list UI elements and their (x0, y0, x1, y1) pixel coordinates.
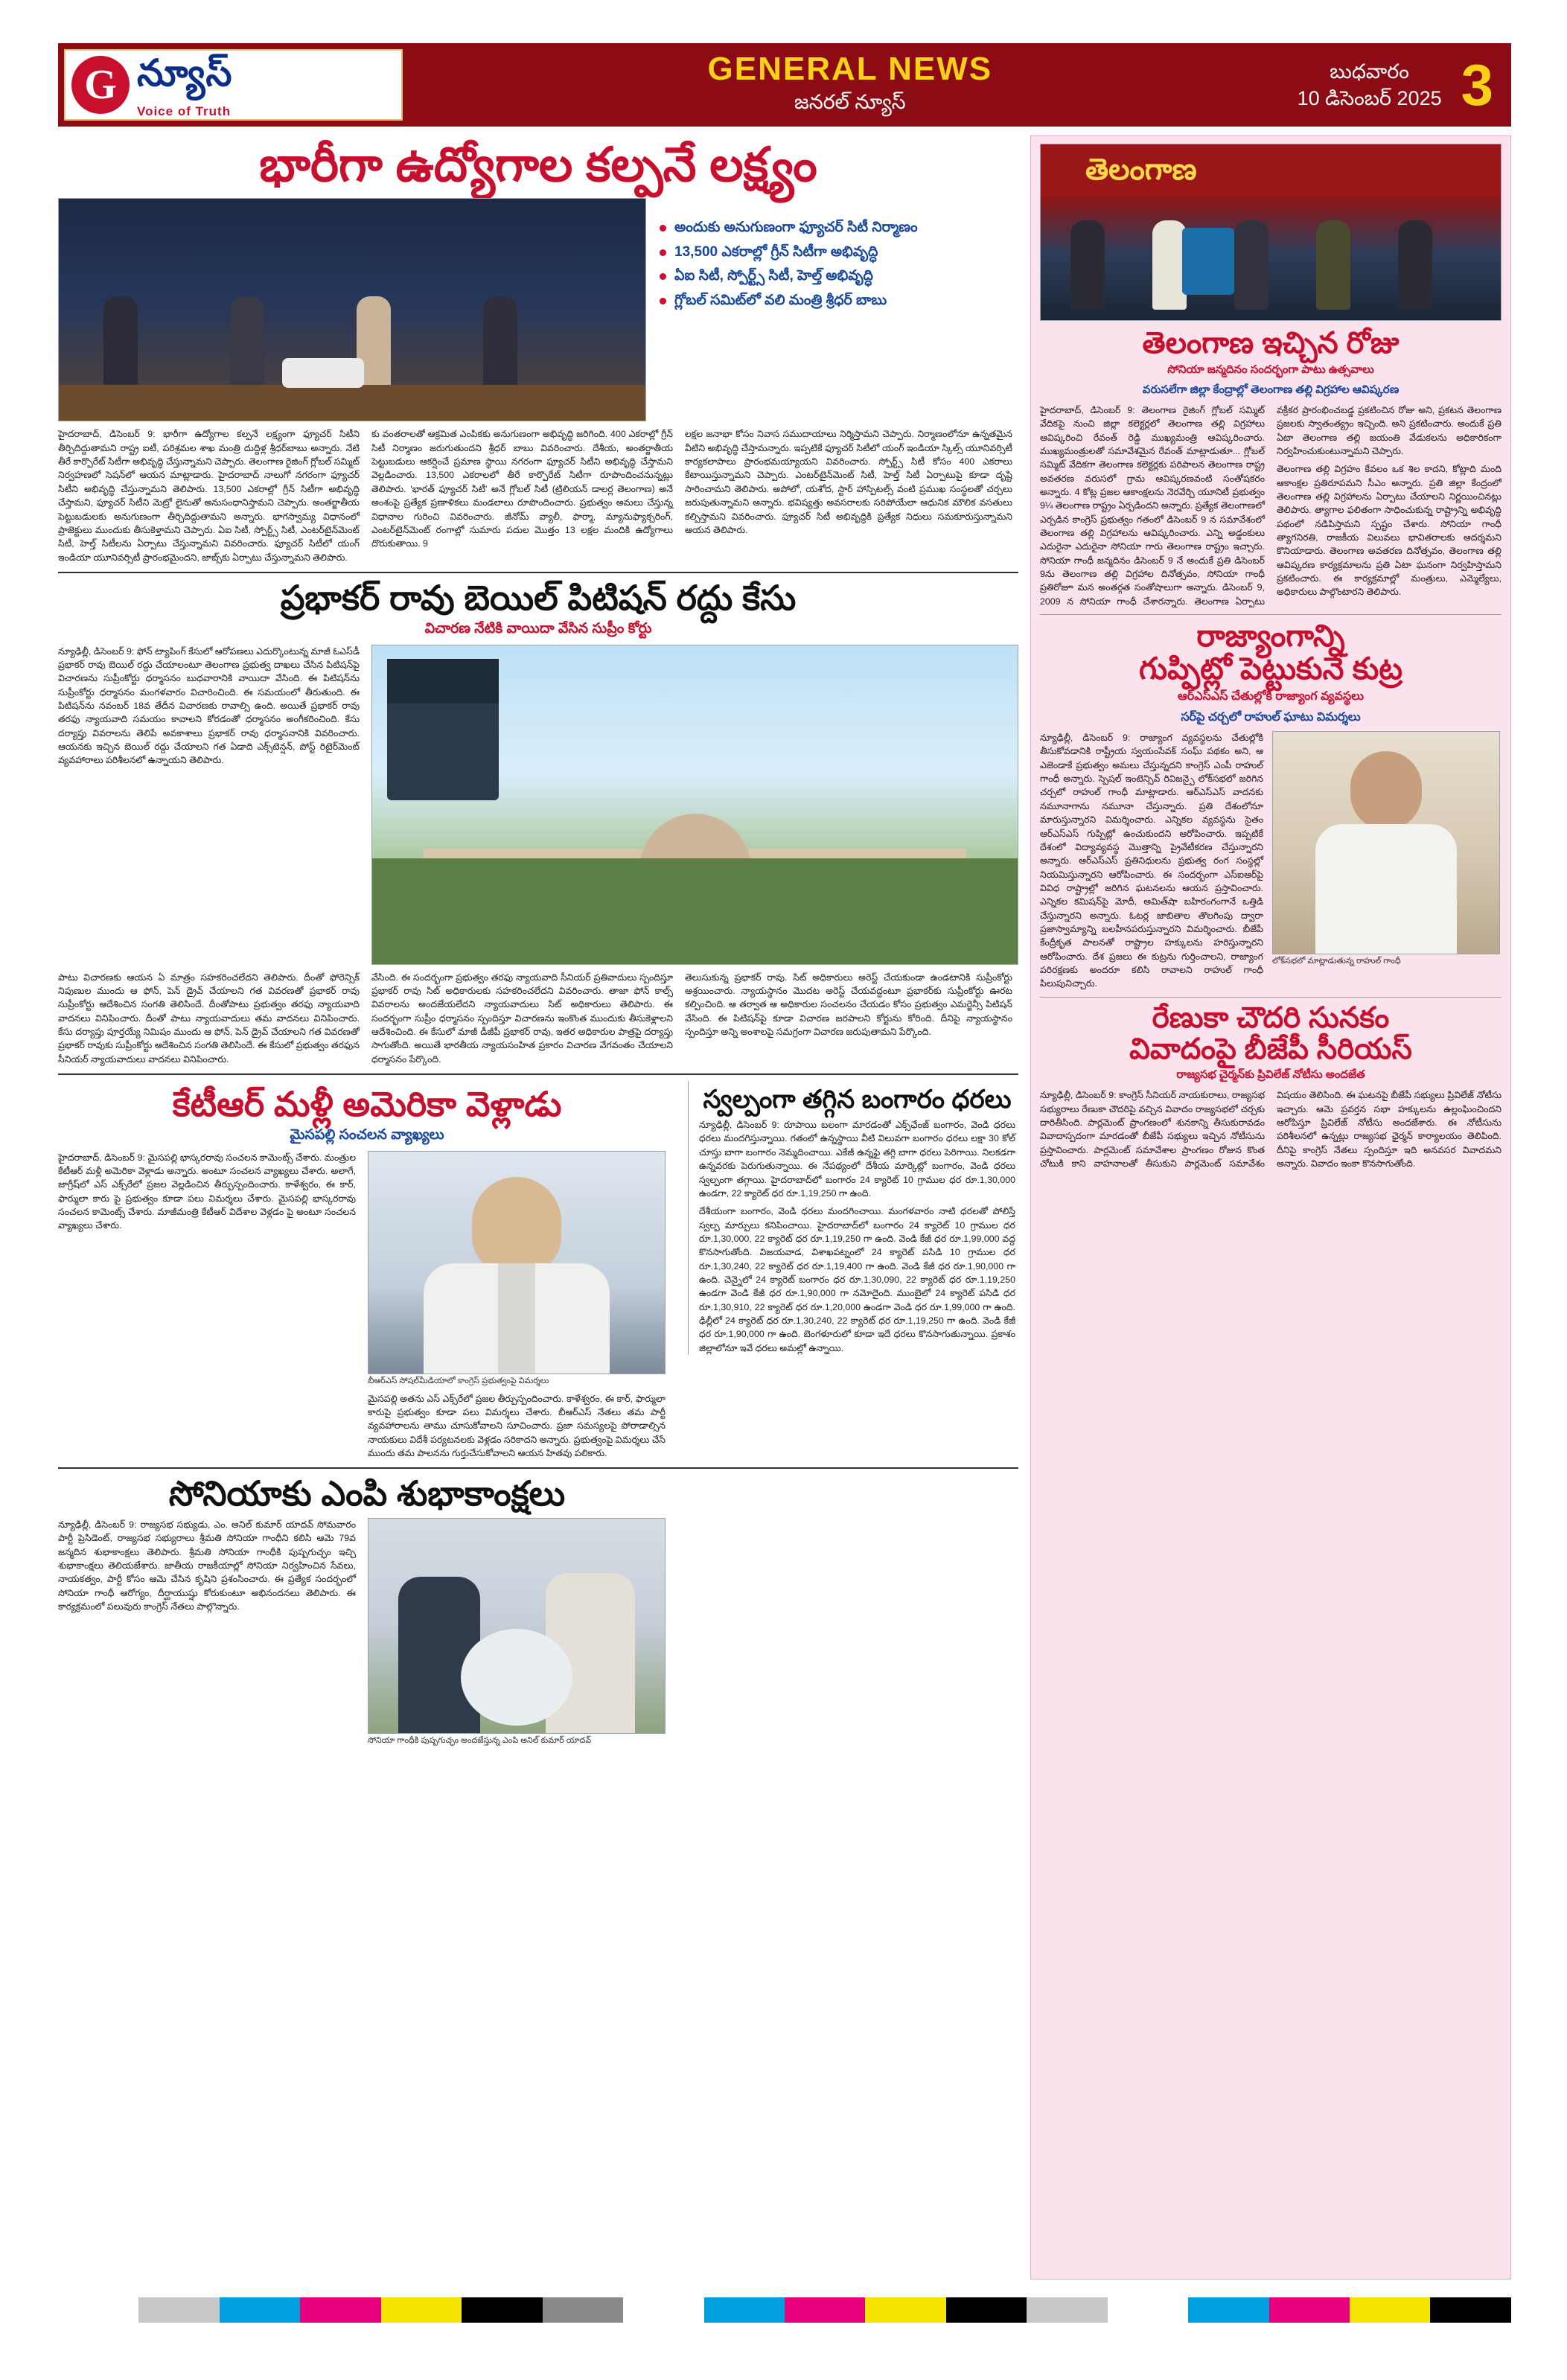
section-title-english: GENERAL NEWS (707, 51, 993, 87)
article-gold (688, 1081, 1015, 1355)
rahul-subhead-1: ఆర్ఎస్ఎస్ చేతుల్లోకి రాజ్యాంగ వ్యవస్థలు (1177, 690, 1364, 703)
color-swatch (220, 2297, 300, 2323)
newspaper-logo (64, 49, 403, 121)
telangana-body-col2: తెలంగాణ తల్లి విగ్రహం కేవలం ఒక శిల కాదని, కోట్లాది మంది ఆకాంక్షల ప్రతిరూపమని సీఎం అన్నారు. ప్రతి జిల్లా కేంద్రంలో తెలంగాణ తల్లి విగ్రహాలను ఏర్పాటు చేయాలని నిర్ణయించినట్లు తెలిపారు. త్యాగాల ఫలితంగా సాధించుకున్న రాష్ట్రాన్ని అభివృద్ధి పథంలో నడిపిస్తామని స్పష్టం చేశారు. సోనియా గాంధీ త్యాగనిరతి, రాజకీయ విలువలు భావితరాలకు ఆదర్శమని కొనియాడారు. తెలంగాణ అవతరణ దినోత్సవం, తెలంగాణ తల్లి ఆవిష్కరణ కార్యక్రమాలను ప్రతి ఏటా ఘనంగా నిర్వహిస్తామని ప్రకటించారు. ఈ కార్యక్రమాల్లో మంత్రులు, ఎమ్మెల్యేలు, అధికారులు పాల్గొంటారని తెలిపారు. (1277, 464, 1501, 598)
rahul-body-col1: న్యూఢిల్లీ, డిసెంబర్ 9: రాజ్యాంగ వ్యవస్థలను చేతుల్లోకి తీసుకోవడానికి రాష్ట్రీయ స్వయంసేవక్ సంఘ్ పథకం అని, ఆ ఎజెండాకే ప్రభుత్వం అమలు చేస్తున్నదని కాంగ్రెస్ ఎంపీ రాహుల్ గాంధీ అన్నారు. స్పెషల్ ఇంటెన్సివ్ రివిజన్పై లోక్‌సభలో జరిగిన చర్చలో రాహుల్ గాంధీ మాట్లాడారు. ఆర్ఎస్ఎస్ వాదనకు నమూనాగాను నమూనా చేస్తున్నారు. ప్రతి దేశంలోనూ మారుస్తున్నారని విమర్శించారు. ఎన్నికల వ్యవస్థను సైతం ఆర్ఎస్ఎస్ గుప్పిట్లో ఉంచుకుందని ఆరోపించారు. ఇప్పటికే దేశంలో విద్యావ్యవస్థ మొత్తాన్ని ప్రైవేటీకరణ చేస్తున్నారని అన్నారు. ఆర్ఎస్ఎస్ ప్రతినిధులను ప్రభుత్వ రంగ సంస్థల్లో నియమిస్తున్నారని ఆరోపించారు. ఈ సందర్భంగా ఎస్ఐఆర్‌పై వివిధ రాష్ట్రాల్లో జరిగిన ఘటనలను ఆయన ప్రస్తావించారు. ఎన్నికల కమిషన్‌పై మోదీ, అమిత్‌షా బహిరంగంగానే ఒత్తిడి చేస్తున్నారని అన్నారు. ఓటర్ల జాబితాల తొలగింపు ద్వారా ప్రజాస్వామ్యాన్ని బలహీనపరుస్తున్నారని విమర్శించారు. బీజేపీ కేంద్రీకృత పాలనతో రాష్ట్రాల హక్కులను హరిస్తున్నారని ఆరోపించారు. దేశ ప్రజలు ఈ కుట్రను గుర్తించాలని, రాజ్యాంగ పరిరక్షణకు అందరూ కలిసి రావాలని రాహుల్ గాంధీ పిలుపునిచ్చారు. (1040, 733, 1263, 989)
rahul-headline-line1: రాజ్యాంగాన్ని (1196, 619, 1345, 654)
issue-date-text: 10 డిసెంబర్ 2025 (1297, 87, 1442, 109)
ktr-headline: కేటీఆర్ మళ్లీ అమెరికా వెళ్లాడు (172, 1085, 562, 1124)
color-swatch (1108, 2297, 1188, 2323)
bail-subhead: విచారణ నేటికి వాయిదా వేసిన సుప్రీం కోర్టు (424, 620, 652, 637)
bail-photo (371, 645, 1018, 965)
bail-body-col2: పాటు విచారణకు ఆయన ఏ మాత్రం సహకరించలేదని తెలిపారు. దీంతో ఫోరెన్సిక్ నిపుణుల ముందు ఆ ఫోన్, పెన్ డ్రైవ్ చేయాలని గత వివరణతో ప్రభాకర్ రావు సుప్రీంకోర్టు ఆదేశించిన సంగతి తెలిసిందే. దీంతోపాటు ప్రభుత్వం తరఫు న్యాయవాది వాదనలు వినిపించారు. దీంతో పాటు న్యాయవాదులు తమ వాదనలు వినిపించారు. కేసు దర్యాప్తు పూర్తయ్యే నిమిషం ముందు ఆ ఫోన్, పెన్ డ్రైవ్ చేయాలని గత వివరణతో ప్రభాకర్ రావుకు సుప్రీంకోర్టు ఆదేశించిన సంగతి తెలిసిందే. ఈ కేసులో ప్రభుత్వం తరఫున సీనియర్ న్యాయవాదులు వాదనలు వినిపించారు. (58, 972, 360, 1065)
color-swatch (946, 2297, 1027, 2323)
color-swatch (704, 2297, 785, 2323)
color-swatch (1430, 2297, 1510, 2323)
sonia-body-col1: న్యూఢిల్లీ, డిసెంబర్ 9: రాజ్యసభ సభ్యుడు, ఎం. అనిల్ కుమార్ యాదవ్ సోమవారం పార్టీ ప్రెసిడెంట్, రాజ్యసభ సభ్యురాలు శ్రీమతి సోనియా గాంధీని కలిసి ఆమె 79వ జన్మదిన శుభాకాంక్షలు తెలిపారు. శ్రీమతి సోనియా గాంధీకి పుష్పగుచ్ఛం ఇచ్చి శుభాకాంక్షలు తెలియజేశారు. జాతీయ రాజకీయాల్లో సోనియా నిర్వహించిన సేవలు, నాయకత్వం, పార్టీ కోసం ఆమె చేసిన కృషిని ప్రశంసించారు. ఈ ప్రత్యేక సందర్భంలో సోనియా గాంధీ ఆరోగ్యం, దీర్ఘాయుష్షు కోరుకుంటూ అభినందనలు తెలిపారు. ఈ కార్యక్రమంలో పలువురు కాంగ్రెస్ నేతలు పాల్గొన్నారు. (58, 1519, 356, 1612)
article-bail (58, 579, 1018, 1066)
lead-bullet: ఏఐ సిటీ, స్పోర్ట్స్ సిటీ, హెల్త్ అభివృద్ధి (658, 266, 1008, 287)
color-swatch (785, 2297, 865, 2323)
telangana-body-col1: హైదరాబాద్, డిసెంబర్ 9: తెలంగాణ రైజింగ్ గ్లోబల్ సమ్మిట్ వేదికపై నుంచి జిల్లా కలెక్టర్లలో తెలంగాణ తల్లి విగ్రహాలు ఆవిష్కరించి రేవంత్ రెడ్డి ముఖ్యమంత్రి ఆవిష్కరించారు. ముఖ్యమంత్రులతో సమావేశమైన రేవంత్ మాట్లాడుతూ... గ్లోబల్ సమ్మిట్ వేదికగా తెలంగాణ కలెక్టర్లకు పరిపాలన తెలంగాణ రాష్ట్ర అవతరణ వరుసలో గ్రామ ఆవిష్కరణవంటి సంతోషకరం అన్నారు. 4 కోట్ల ప్రజల ఆకాంక్షలను నెరవేర్చి యూనిటీ ప్రభుత్వం 9¼ తెలంగాణ రాష్ట్రం ఏర్పడిందని అన్నారు. ప్రత్యేక తెలంగాణలో ఎర్పడిన కాంగ్రెస్ ప్రభుత్వం గతంలో డిసెంబర్ 9 న సమావేశంలో తెలంగాణ తల్లి విగ్రహాలను ఆవిష్కరించారు. ఎన్ని అడ్డంకులు ఎదురైనా ఎదురైనా సోనియా గారు తెలంగాణ రాష్ట్రం ఇచ్చారు. సోనియా గాంధీ జన్మదినం డిసెంబర్ 9 నే అందుకే ప్రతి డిసెంబర్ 9ను తెలంగాణ తల్లి విగ్రహాల దినోత్సవం, సోనియా గాంధీ ప్రతిరోజూ మన అంతర్గత సంతోషాలుగా అన్నారు. డిసెంబర్ 9, 2009 న సోనియా గాంధీ చేశారన్నారు. తెలంగాణ ఏర్పాటు వక్రీకర ప్రారంభించబడ్డ ప్రకటించిన రోజు అని, ప్రకటన తెలంగాణ ప్రజలకు స్వాతంత్య్రం ఇచ్చింది. అని ప్రకటించారు. అందుకే ప్రతి ఏటా తెలంగాణ తల్లి జయంతి వేడుకలను అధికారికంగా నిర్వహించుకుంటున్నామని చెప్పారు. (1040, 404, 1501, 607)
article-ktr (58, 1081, 676, 1460)
left-column-block (58, 135, 1018, 1747)
article-sonia (58, 1475, 676, 1747)
page-number: 3 (1461, 51, 1493, 118)
ktr-photo (368, 1151, 666, 1374)
sonia-headline: సోనియాకు ఎంపి శుభాకాంక్షలు (168, 1474, 566, 1513)
sonia-photo-caption: సోనియా గాంధీకి పుష్పగుచ్ఛం అందజేస్తున్న ఎంపి అనిల్ కుమార్ యాదవ్ (368, 1735, 592, 1745)
right-column-block (1030, 135, 1511, 2279)
rahul-subhead-2: సర్‌పై చర్చలో రాహుల్ ఘాటు విమర్శలు (1181, 711, 1361, 724)
article-lead (58, 138, 1018, 564)
lead-photo (58, 198, 646, 421)
color-swatch (865, 2297, 945, 2323)
renuka-subhead: రాజ్యసభ చైర్మన్‌కు ప్రివిలేజ్ నోటీసు అందజేత (1176, 1068, 1365, 1082)
ktr-body-col1: హైదరాబాద్, డిసెంబర్ 9: మైసపల్లి భాస్కరరావు సంచలన కామెంట్స్ చేశారు. మంత్రుల కేటీఆర్ మళ్లీ అమెరికా వెళ్లాడు అన్నారు. అంటూ సంచలన వ్యాఖ్యలు చేశారు. అలాగే, జాగ్రీష్‌లో ఎస్ ఎక్స్‌రేలో ప్రజల వెల్లడించిన తీర్పుస్పందించారు. కాళేశ్వరం, ఈ కార్, ఫార్ములా కారు పై ప్రభుత్వం కూడా పలు విమర్శలు చేశారు. మైసపల్లి భాస్కరరావు సంచలన కామెంట్స్ చేశారు. మాజీమంత్రి కేటీఆర్ విదేశాల వెళ్లడం పై అంటూ సంచలన వ్యాఖ్యలు చేశారు. (58, 1152, 356, 1231)
section-title (403, 51, 1298, 119)
renuka-headline-line1: రేణుకా చౌదరి సునకం (1152, 1001, 1390, 1034)
bail-body-col4: తెలుసుకున్న ప్రభాకర్ రావు. సిట్ అధికారులు అరెస్ట్ చేయకుండా ఉండటానికి సుప్రీంకోర్టు ఆశ్రయించారు. న్యాయస్థానం మొదట అరెస్ట్ చేయవద్దంటూ ప్రభాకర్‌కు సుప్రీంకోర్టు ఊరట కల్పించింది. ఆ తర్వాత ఆ అధికారుల సంచలనం చేయడం కోసం ప్రభుత్వం ఎమర్జెన్సీ పిటిషన్ వేసింది. ఈ పిటిషన్‌పై కూడా విచారణ జరపాలని కోర్టును కోరింది. దీనిపై న్యాయస్థానం స్పందిస్తూ అన్ని అంశాలపై సమగ్రంగా విచారణ జరుపుతామని పేర్కొంది. (685, 972, 1012, 1037)
ktr-photo-caption: బీఆర్ఎస్ సోషల్‌మీడియాలో కాంగ్రెస్ ప్రభుత్వంపై విమర్శలు (368, 1376, 549, 1385)
color-swatch (300, 2297, 380, 2323)
article-telangana-day (1040, 144, 1501, 608)
color-swatch (381, 2297, 462, 2323)
color-swatch (1269, 2297, 1350, 2323)
issue-day: బుధవారం (1330, 60, 1409, 83)
issue-date (1298, 58, 1461, 112)
divider (58, 1467, 1018, 1469)
ktr-body-col2: మైసపల్లి అతను ఎస్ ఎక్స్‌రేలో ప్రజల తీర్పుస్పందించారు. కాళేశ్వరం, ఈ కార్, ఫార్ములా కారుపై ప్రభుత్వం కూడా పలు విమర్శలు చేశారు. బీఆర్ఎస్ నేతలు తమ పార్టీ వ్యవహారాలను తాము చూసుకోవాలని సూచించారు. ప్రజా సమస్యలపై పోరాడాల్సిన నాయకులు విదేశీ పర్యటనలకు వెళ్లడం సరికాదని అన్నారు. ప్రభుత్వంపై విమర్శలు చేసే ముందు తమ పాలనను గుర్తుచేసుకోవాలని ఆయన హితవు పలికారు. (368, 1393, 666, 1458)
bail-headline: ప్రభాకర్ రావు బెయిల్ పిటిషన్ రద్దు కేసు (280, 578, 797, 617)
logo-g-icon: G (71, 56, 130, 114)
lead-headline: భారీగా ఉద్యోగాల కల్పనే లక్ష్యం (259, 138, 817, 191)
gold-body-col1: న్యూఢిల్లీ, డిసెంబర్ 9: రూపాయి బలంగా మారడంతో ఎక్స్‌ఛేంజ్ బంగారం, వెండి ధరలు ధరలు మందగిస్తున్నాయి. గతంలో ఉన్నస్థాయి వీటి విలువగా బంగారం ధరలు లక్షా 30 కోల్ చూస్తు బాగా బంగారం నెమ్మదించాయి. ఎకేజీ ఉన్నఫై తగ్గి బాగా ధరలు పెరిగాయి. నిలకడగా ఉన్నవరకు పెరుగుతున్నాయి. ఈ నేపథ్యంలో దేశీయ మార్కెట్లో బంగారం, వెండి ధరలు స్వల్పంగా తగ్గాయి. హైదరాబాద్‌లో బంగారం 24 క్యారెట్ 10 గ్రాముల ధర రూ.1,30,000 ఉండగా, 22 క్యారెట్ ధర రూ.1,19,250 గా ఉంది. (699, 1120, 1015, 1199)
renuka-body: న్యూఢిల్లీ, డిసెంబర్ 9: కాంగ్రెస్ సీనియర్ నాయకురాలు, రాజ్యసభ సభ్యురాలు రేణుకా చౌదరిపై వచ్చిన వివాదం రాజ్యసభలో చర్చకు దారితీసింది. పార్లమెంట్ ప్రాంగణంలో శునకాన్ని తీసుకురావడం వివాదాస్పదంగా మారడంతో బీజేపీ సభ్యులు ఇచ్చిన నోటీసును ప్రస్తావించారు. పార్లమెంట్ సమావేశాల ప్రాంగణం రోజున కొంత చోటుకి కాని వాహనాలతో తీసుకుని పార్లమెంట్ సమావేశం విషయం తెలిసింది. ఈ ఘటనపై బీజేపీ సభ్యులు ప్రివిలేజ్ నోటీసు ఇచ్చారు. ఆమె ప్రవర్తన సభా హక్కులను ఉల్లంఘించిందని ఆరోపిస్తూ ప్రివిలేజ్ నోటీసు అందజేశారు. ఈ నోటీసును పరిశీలనలో ఉన్నట్లు రాజ్యసభ ఛైర్మన్ కార్యాలయం తెలిపింది. దీనిపై కాంగ్రెస్ నేతలు స్పందిస్తూ ఇది అనవసర వివాదమని అన్నారు. వివాదం ఇంకా కొనసాగుతోంది. (1040, 1090, 1501, 1169)
masthead (58, 43, 1511, 127)
divider (58, 1073, 1018, 1075)
lead-bullet: అందుకు అనుగుణంగా ఫ్యూచర్ సిటీ నిర్మాణం (658, 217, 1008, 239)
sonia-photo (368, 1518, 666, 1734)
bail-body-col1: న్యూఢిల్లీ, డిసెంబర్ 9: ఫోన్ ట్యాపింగ్ కేసులో ఆరోపణలు ఎదుర్కొంటున్న మాజీ ఓఎస్‌డీ ప్రభాకర్ రావు బెయిల్ రద్దు చేయాలంటూ తెలంగాణ ప్రభుత్వ దాఖలు చేసిన పిటిషన్‌పై విచారణను సుప్రీంకోర్టు ధర్మాసనం బుధవారానికి వాయిదా వేసింది. ఈ పిటిషన్‌ను సుప్రీంకోర్టు ధర్మాసనం మంగళవారం విచారించింది. ఈ సమయంలో తీరుతుంది. ఈ పిటిషన్‌ను నవంబర్ 18వ తేదీన విచారణకు రావాల్సి ఉంది. అయితే ప్రభాకర్ రావు తరఫు న్యాయవాది సమయం కావాలని కోరడంతో ధర్మాసనం అంగీకరించింది. కేసు దర్యాప్తు వివరాలను తెలిపే అవకాశాలు ప్రభాకర్ రావు ధర్మాసనానికి వివరించారు. ఆయనకు ఇచ్చిన బెయిల్ రద్దు చేయాలని గత ఏడాది ఎక్స్‌టెన్షన్, పోస్ట్ రిటైర్‌మెంట్ వ్యవహారాలు పరిశీలనలో ఉన్నాయని తెలిపారు. (58, 645, 360, 766)
lead-body-col1: హైదరాబాద్, డిసెంబర్ 9: భారీగా ఉద్యోగాల కల్పనే లక్ష్యంగా ఫ్యూచర్ సిటీని తీర్చిదిద్దుతామని రాష్ట్ర ఐటీ, పరిశ్రమల శాఖ మంత్రి దుద్దిళ్ల శ్రీధర్‌బాబు అన్నారు. నేటి తీరే కార్పొరేట్ సిటీగా అభివృద్ధి చేస్తున్నామని చెప్పారు. తెలంగాణ రైజింగ్ గ్లోబల్ సమ్మిట్ నిర్వహణలో సెషన్‌లో ఆయన మాట్లాడారు. హైదరాబాద్ నాలుగో నగరంగా ఫ్యూచర్ సిటీని అభివృద్ధి చేస్తున్నామని తెలిపారు. 13,500 ఎకరాల్లో గ్రీన్ సిటీగా అభివృద్ధి చేస్తామని, ఫ్యూచర్ సిటీని మెట్రో లైనుతో అనుసంధానిస్తామని చెప్పారు. అంతర్జాతీయ పెట్టుబడులకు అనుగుణంగా తీర్చిదిద్దుతామని అన్నారు. భాగస్వామ్య విధానంలో ప్రాజెక్టులు ముందుకు తీసుకెళ్తామని చెప్పారు. ఏఐ సిటీ, స్పోర్ట్స్ సిటీ, ఎంటర్‌టైన్‌మెంట్ సిటీ, హెల్త్ సిటీలను ఏర్పాటు చేస్తున్నామని వివరించారు. ఫ్యూచర్ సిటీలో యంగ్ ఇండియా యూనివర్సిటీ ప్రారంభమైందని, జాబ్స్‌కు ఏర్పాటు చేస్తున్నామని తెలిపారు. (58, 429, 360, 563)
article-renuka (1040, 1002, 1501, 1171)
color-swatch (623, 2297, 703, 2323)
renuka-headline-line2: వివాదంపై బీజేపీ సీరియస్ (1129, 1033, 1412, 1065)
article-rahul (1040, 619, 1501, 991)
lead-body-col3: లక్షల జనాభా కోసం నివాస సముదాయాలు నిర్మిస్తామని చెప్పారు. నిర్మాణంలోనూ ఉన్నతమైన వీటిని అభివృద్ధి చేస్తామన్నారు. ఇప్పటికే ఫ్యూచర్ సిటీలో యంగ్ ఇండియా స్కిల్స్ యూనివర్సిటీ కార్యకలాపాలు ప్రారంభమయ్యాయని వివరించారు. స్పోర్ట్స్ సిటీ కోసం 400 ఎకరాలు కేటాయిస్తున్నామని చెప్పారు. ఎంటర్‌టైన్‌మెంట్ సిటీ, హెల్త్ సిటీ ఏర్పాటుపై కూడా దృష్టి సారించామని తెలిపారు. అపోలో, యశోద, స్టార్ హాస్పిటల్స్ వంటి ప్రముఖ సంస్థలతో చర్చలు జరుపుతున్నామని అన్నారు. భవిష్యత్తు అవసరాలకు సరిపోయేలా ఆధునిక మౌలిక వసతులు కల్పిస్తామని వివరించారు. ఫ్యూచర్ సిటీ అభివృద్ధికి ప్రత్యేక నిధులు సమకూరుస్తున్నామని ఆయన తెలిపారు. (685, 429, 1012, 535)
color-swatch (543, 2297, 623, 2323)
lead-bullet: గ్లోబల్ సమిట్‌లో వలి మంత్రి శ్రీధర్ బాబు (658, 290, 1008, 312)
telangana-subhead-2: వరుసలేగా జిల్లా కేంద్రాల్లో తెలంగాణ తల్లి విగ్రహాల ఆవిష్కరణ (1142, 383, 1400, 396)
color-swatch (58, 2297, 138, 2323)
telangana-subhead-1: సోనియా జన్మదినం సందర్భంగా పాటు ఉత్సవాలు (1167, 363, 1374, 376)
telangana-photo: తెలంగాణ (1040, 144, 1501, 321)
telangana-headline: తెలంగాణ ఇచ్చిన రోజు (1142, 327, 1400, 360)
color-swatch (462, 2297, 542, 2323)
page-body (58, 135, 1511, 2279)
lead-bullets (658, 217, 1008, 314)
bail-body-col3: వేసింది. ఈ సందర్భంగా ప్రభుత్వం తరఫు న్యాయవాది సీనియర్ ప్రతివాదులు స్పందిస్తూ ప్రభాకర్ రావు సిట్ అధికారులకు సహకరించలేదని వివరించారు. తాజా ఫోన్ కాల్స్ వివరాలను అందజేయలేదని న్యాయవాదులు సిట్ అధికారులు తెలిపారు. ఈ సందర్భంగా సుప్రీం ధర్మాసనం స్పందిస్తూ విచారణను ఇంకొంత ముందుకు తీసుకెళ్లాలని ఆదేశించింది. ఈ కేసులో మాజీ డీజీపీ ప్రభాకర్ రావు, ఇతర అధికారుల పాత్రపై దర్యాప్తు సాగుతోంది. అయితే భారతీయ న్యాయసంహిత ప్రకారం విచారణ వేగవంతం చేయాలని ధర్మాసనం పేర్కొంది. (371, 972, 673, 1065)
divider (58, 572, 1018, 573)
ktr-subhead: మైసపల్లి సంచలన వ్యాఖ్యలు (290, 1126, 444, 1143)
color-swatch (138, 2297, 219, 2323)
color-swatch (1188, 2297, 1268, 2323)
lead-bullet: 13,500 ఎకరాల్లో గ్రీన్ సిటీగా అభివృద్ధి (658, 242, 1008, 264)
divider (1040, 997, 1501, 998)
rahul-headline-line2: గుప్పిట్లో పెట్టుకునే కుట్ర (1138, 651, 1403, 686)
section-title-telugu: జనరల్ న్యూస్ (794, 91, 906, 113)
divider (1040, 614, 1501, 615)
gold-headline: స్వల్పంగా తగ్గిన బంగారం ధరలు (703, 1085, 1012, 1114)
rahul-photo-caption: లోక్‌సభలో మాట్లాడుతున్న రాహుల్ గాంధీ (1272, 957, 1401, 966)
logo-title: న్యూస్ (137, 51, 233, 94)
color-swatch (1027, 2297, 1107, 2323)
rahul-photo (1272, 731, 1500, 954)
print-color-bar (58, 2297, 1511, 2323)
gold-body-col2: దేశీయంగా బంగారం, వెండి ధరలు మందగించాయి. మంగళవారం నాటి ధరలతో పోలిస్తే స్వల్ప మార్పులు కనిపించాయి. హైదరాబాద్‌లో బంగారం 24 క్యారెట్ 10 గ్రాముల ధర రూ.1,30,000, 22 క్యారెట్ ధర రూ.1,19,250 గా ఉంది. వెండి కేజీ ధర రూ.1,99,000 వద్ద కొనసాగుతోంది. విజయవాడ, విశాఖపట్నంలో 24 క్యారెట్ పసిడి 10 గ్రాముల ధర రూ.1,30,240, 22 క్యారెట్ ధర రూ.1,19,400 గా ఉంది. వెండి కేజీ ధర రూ.1,90,000 గా ఉంది. చెన్నైలో 24 క్యారెట్ బంగారం ధర రూ.1,30,090, 22 క్యారెట్ ధర రూ.1,19,250 ఉండగా వెండి కేజీ ధర రూ.1,90,000 గా నమోదైంది. ముంబైలో 24 క్యారెట్ పసిడి ధర రూ.1,30,910, 22 క్యారెట్ ధర రూ.1,20,000 ఉండగా వెండి ధర రూ.1,99,000 గా ఉంది. ఢిల్లీలో 24 క్యారెట్ ధర రూ.1,30,240, 22 క్యారెట్ ధర రూ.1,19,250 గా ఉంది. వెండి కేజీ ధర రూ.1,90,000 గా ఉంది. బెంగళూరులో కూడా ఇదే ధరలు కొనసాగుతున్నాయి. ప్రకాశం జిల్లాలోనూ ఇవే ధరలు అమల్లో ఉన్నాయి. (699, 1206, 1015, 1353)
logo-tagline: Voice of Truth (137, 103, 232, 118)
color-swatch (1350, 2297, 1430, 2323)
lead-body-col2: కు వంతరాలతో ఆక్రమిత ఎంపికకు అనుగుణంగా అభివృద్ధి జరిగింది. 400 ఎకరాల్లో గ్రీన్ సిటీ నిర్మాణం జరుగుతుందని శ్రీధర్ బాబు వివరించారు. దేశీయ, అంతర్జాతీయ పెట్టుబడులు ఆకర్షించే ప్రమాణ స్థాయి నగరంగా ఫ్యూచర్ సిటీని అభివృద్ధి చేస్తామని వెల్లడించారు. 13,500 ఎకరాలలో తీరే కార్పొరేట్ సిటీగా రూపొందించనున్నట్లు తెలిపారు. 'భారత్ ఫ్యూచర్ సిటీ' అనే గ్లోబల్ సిటీ (ట్రిలియన్ డాలర్ల తెలంగాణ) అనే అంశంపై ప్రత్యేక ప్రణాళికలు మండలాలు రూపొందించారు. ప్రభుత్వం అమలు చేస్తున్న విధానాల గురించి వివరించారు. జీనోమ్ వ్యాలీ, ఫార్మా, మ్యానుఫ్యాక్చరింగ్, ఎంటర్‌టైన్‌మెంట్ రంగాల్లో సుమారు పదుల మొత్తం 13 లక్షల మందికి ఉద్యోగాలు దొరుకుతాయి. 9 (371, 429, 673, 549)
